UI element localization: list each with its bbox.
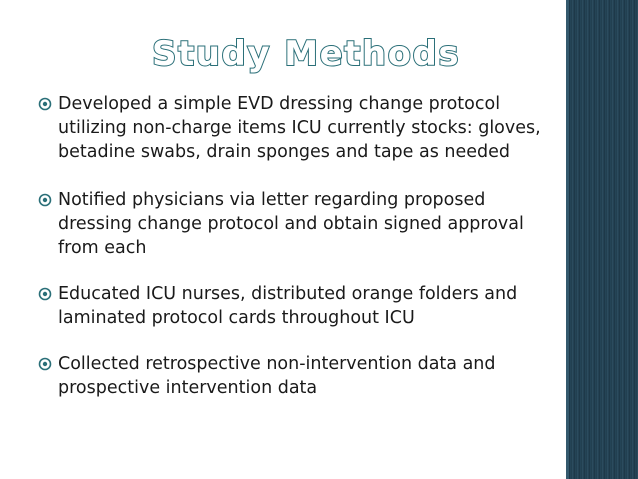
bullet-list <box>36 92 546 400</box>
slide-title: Study Methods <box>152 34 461 74</box>
bullet-text: Collected retrospective non-intervention data and prospective intervention data <box>58 354 496 398</box>
target-bullet-icon <box>38 193 52 207</box>
bullet-item <box>36 352 546 400</box>
bullet-item <box>36 188 546 260</box>
bullet-text: Developed a simple EVD dressing change protocol utilizing non-charge items ICU currently stocks: gloves, betadine swabs, drain sponges and tape as needed <box>58 94 541 162</box>
target-bullet-icon <box>38 357 52 371</box>
bullet-item <box>36 92 546 164</box>
bullet-item <box>36 282 546 330</box>
bullet-text: Notified physicians via letter regarding proposed dressing change protocol and obtain signed approval from each <box>58 190 524 258</box>
bullet-text: Educated ICU nurses, distributed orange folders and laminated protocol cards throughout ICU <box>58 284 518 328</box>
decorative-side-bar <box>566 0 638 479</box>
target-bullet-icon <box>38 287 52 301</box>
target-bullet-icon <box>38 97 52 111</box>
